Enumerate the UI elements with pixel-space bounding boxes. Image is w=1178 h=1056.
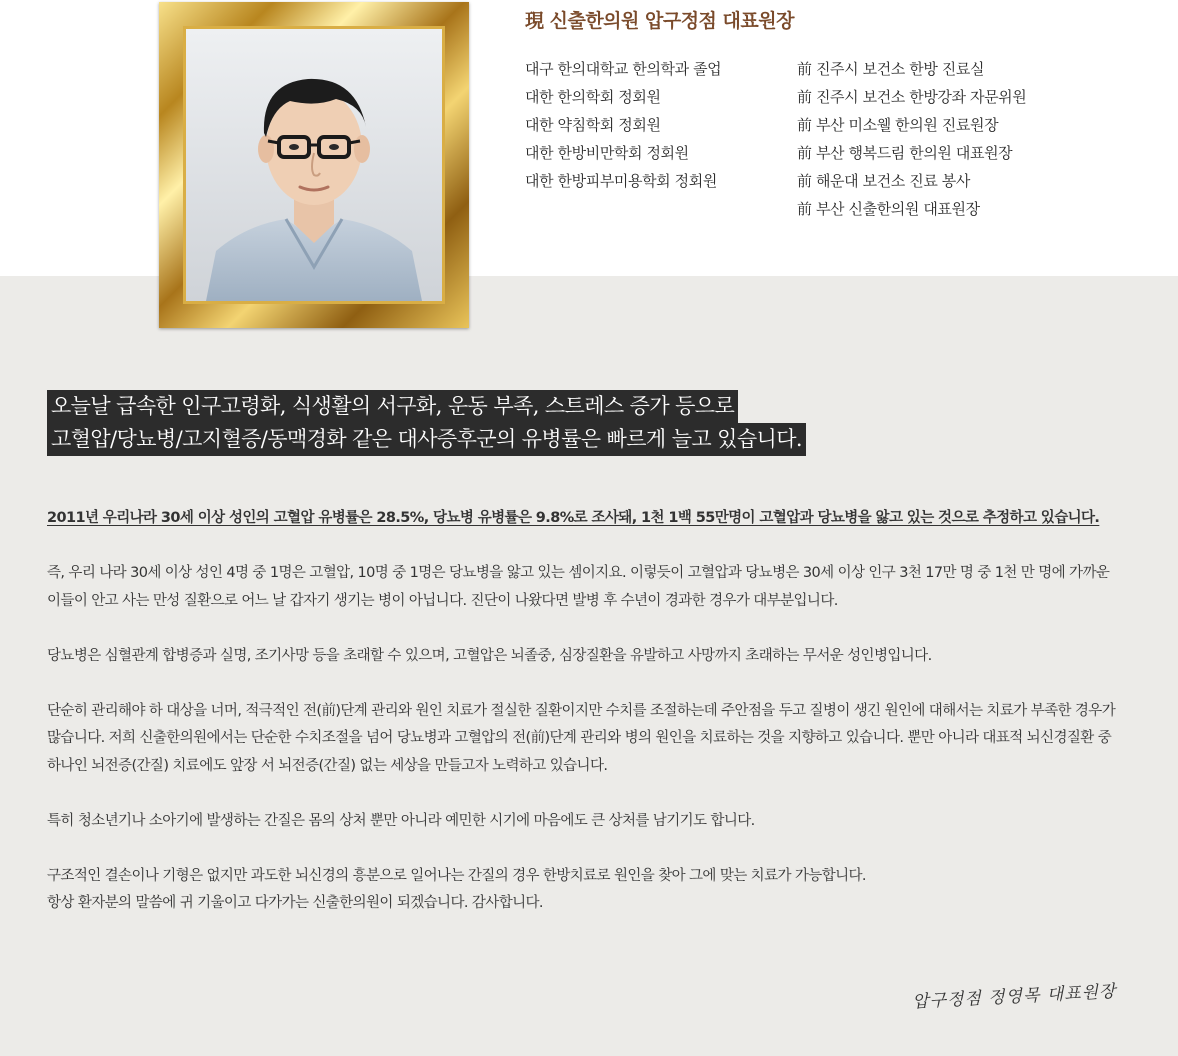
doctor-portrait-illustration xyxy=(186,29,442,301)
education-item: 대한 약침학회 정회원 xyxy=(525,116,661,134)
career-item: 前 부산 신출한의원 대표원장 xyxy=(797,200,980,218)
highlight-headline xyxy=(47,390,1147,456)
closing-line-2: 항상 환자분의 말씀에 귀 기울이고 다가가는 신출한의원이 되겠습니다. 감사합니다. xyxy=(47,895,543,911)
career-list xyxy=(797,55,1157,223)
education-item: 대한 한의학회 정회원 xyxy=(525,88,661,106)
body-paragraph: 단순히 관리해야 하 대상을 너머, 적극적인 전(前)단계 관리와 원인 치료가 절실한 질환이지만 수치를 조절하는데 주안점을 두고 질병이 생긴 원인에 대해서는 치료가 부족한 경우가 많습니다. 저희 신출한의원에서는 단순한 수치조절을 넘어 당뇨병과 고혈압의 전(前)단계 관리와 병의 원인을 치료하는 것을 지향하고 있습니다. 뿐만 아니라 대표적 뇌신경질환 중 하나인 뇌전증(간질) 치료에도 앞장 서 뇌전증(간질) 없는 세상을 만들고자 노력하고 있습니다. xyxy=(47,702,1116,774)
statistics-paragraph: 2011년 우리나라 30세 이상 성인의 고혈압 유병률은 28.5%, 당뇨병 유병률은 9.8%로 조사돼, 1천 1백 55만명이 고혈압과 당뇨병을 앓고 있는 것으로 추정하고 있습니다. xyxy=(47,510,1100,526)
body-paragraph: 당뇨병은 심혈관계 합병증과 실명, 조기사망 등을 초래할 수 있으며, 고혈압은 뇌졸중, 심장질환을 유발하고 사망까지 초래하는 무서운 성인병입니다. xyxy=(47,647,932,664)
career-item: 前 부산 행복드림 한의원 대표원장 xyxy=(797,144,1013,162)
closing-line-1: 구조적인 결손이나 기형은 없지만 과도한 뇌신경의 흥분으로 일어나는 간질의 경우 한방치료로 원인을 찾아 그에 맞는 치료가 가능합니다. xyxy=(47,867,866,884)
education-item: 대한 한방비만학회 정회원 xyxy=(525,144,689,162)
body-paragraph: 즉, 우리 나라 30세 이상 성인 4명 중 1명은 고혈압, 10명 중 1명은 당뇨병을 앓고 있는 셈이지요. 이렇듯이 고혈압과 당뇨병은 30세 이상 인구 3천 17만 명 중 1천 만 명에 가까운 이들이 안고 사는 만성 질환으로 어느 날 갑자기 생기는 병이 아닙니다. 진단이 나왔다면 발병 후 수년이 경과한 경우가 대부분입니다. xyxy=(47,565,1110,609)
education-list xyxy=(525,55,785,195)
director-signature: 압구정점 정영목 대표원장 xyxy=(911,981,1117,1013)
education-item: 대구 한의대학교 한의학과 졸업 xyxy=(525,60,722,78)
portrait-gold-frame xyxy=(159,2,469,328)
education-item: 대한 한방피부미용학회 정회원 xyxy=(525,172,717,190)
doctor-title: 現 신출한의원 압구정점 대표원장 xyxy=(525,10,794,32)
career-item: 前 해운대 보건소 진료 봉사 xyxy=(797,172,970,190)
body-paragraph: 특히 청소년기나 소아기에 발생하는 간질은 몸의 상처 뿐만 아니라 예민한 시기에 마음에도 큰 상처를 남기기도 합니다. xyxy=(47,812,755,829)
headline-line-1: 오늘날 급속한 인구고령화, 식생활의 서구화, 운동 부족, 스트레스 증가 등으로 xyxy=(47,390,738,423)
portrait-photo xyxy=(183,26,445,304)
career-item: 前 진주시 보건소 한방강좌 자문위원 xyxy=(797,88,1027,106)
career-item: 前 부산 미소웰 한의원 진료원장 xyxy=(797,116,999,134)
headline-line-2: 고혈압/당뇨병/고지혈증/동맥경화 같은 대사증후군의 유병률은 빠르게 늘고 있습니다. xyxy=(47,423,806,456)
body-paragraph xyxy=(47,863,1117,918)
career-item: 前 진주시 보건소 한방 진료실 xyxy=(797,60,985,78)
greeting-body xyxy=(47,505,1117,918)
